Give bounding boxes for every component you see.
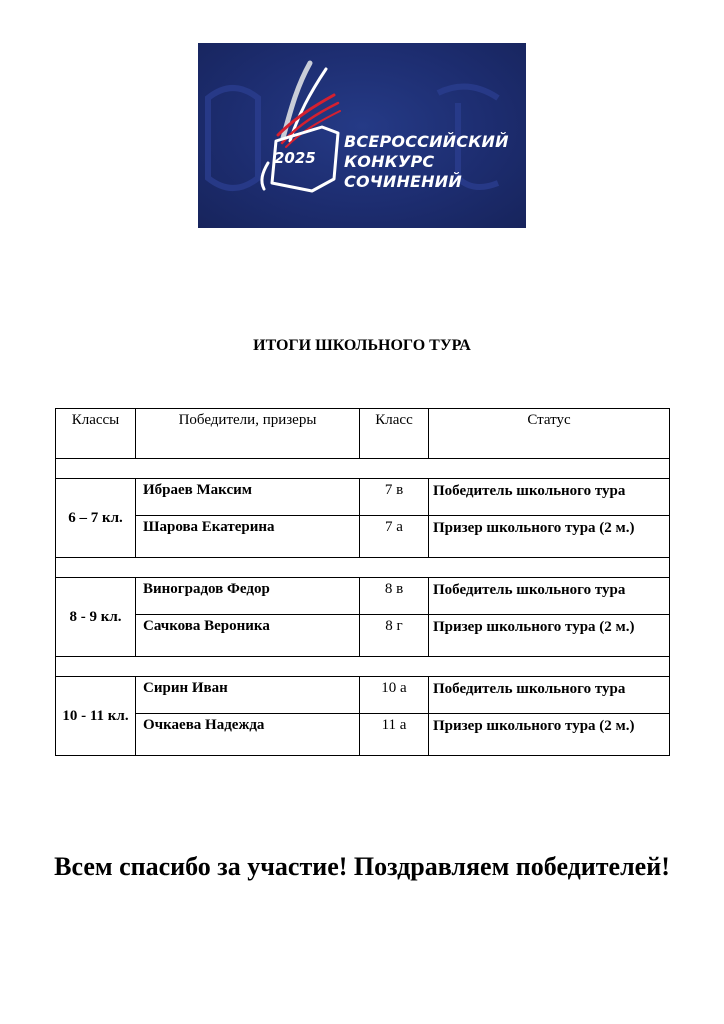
logo-line-1: ВСЕРОССИЙСКИЙ	[344, 132, 509, 151]
participant-class: 8 г	[360, 615, 429, 657]
separator-row	[56, 459, 670, 479]
header-class: Класс	[360, 409, 429, 459]
participant-name: Виноградов Федор	[136, 578, 360, 615]
separator-row	[56, 558, 670, 578]
participant-name: Сирин Иван	[136, 677, 360, 714]
header-grade-group: Классы	[56, 409, 136, 459]
contest-logo	[198, 43, 526, 228]
participant-status: Победитель школьного тура	[429, 677, 670, 714]
separator-row	[56, 657, 670, 677]
participant-status: Призер школьного тура (2 м.)	[429, 615, 670, 657]
table-row	[56, 714, 670, 756]
participant-status: Победитель школьного тура	[429, 479, 670, 516]
grade-group-label: 6 – 7 кл.	[56, 479, 136, 558]
closing-message: Всем спасибо за участие! Поздравляем победителей!	[54, 852, 670, 881]
participant-name: Сачкова Вероника	[136, 615, 360, 657]
table-row	[56, 516, 670, 558]
participant-class: 8 в	[360, 578, 429, 615]
table-row	[56, 578, 670, 615]
logo-line-3: СОЧИНЕНИЙ	[344, 172, 462, 191]
table-row	[56, 677, 670, 714]
table-row	[56, 615, 670, 657]
participant-status: Победитель школьного тура	[429, 578, 670, 615]
logo-year: 2025	[274, 149, 316, 167]
header-status: Статус	[429, 409, 670, 459]
participant-name: Шарова Екатерина	[136, 516, 360, 558]
participant-class: 11 а	[360, 714, 429, 756]
participant-class: 7 в	[360, 479, 429, 516]
participant-name: Очкаева Надежда	[136, 714, 360, 756]
table-header-row	[56, 409, 670, 459]
participant-class: 10 а	[360, 677, 429, 714]
participant-name: Ибраев Максим	[136, 479, 360, 516]
table-row	[56, 479, 670, 516]
participant-class: 7 а	[360, 516, 429, 558]
page-title: ИТОГИ ШКОЛЬНОГО ТУРА	[253, 337, 471, 354]
participant-status: Призер школьного тура (2 м.)	[429, 714, 670, 756]
logo-line-2: КОНКУРС	[344, 152, 435, 171]
grade-group-label: 8 - 9 кл.	[56, 578, 136, 657]
results-table	[55, 408, 670, 756]
header-winners: Победители, призеры	[136, 409, 360, 459]
grade-group-label: 10 - 11 кл.	[56, 677, 136, 756]
participant-status: Призер школьного тура (2 м.)	[429, 516, 670, 558]
